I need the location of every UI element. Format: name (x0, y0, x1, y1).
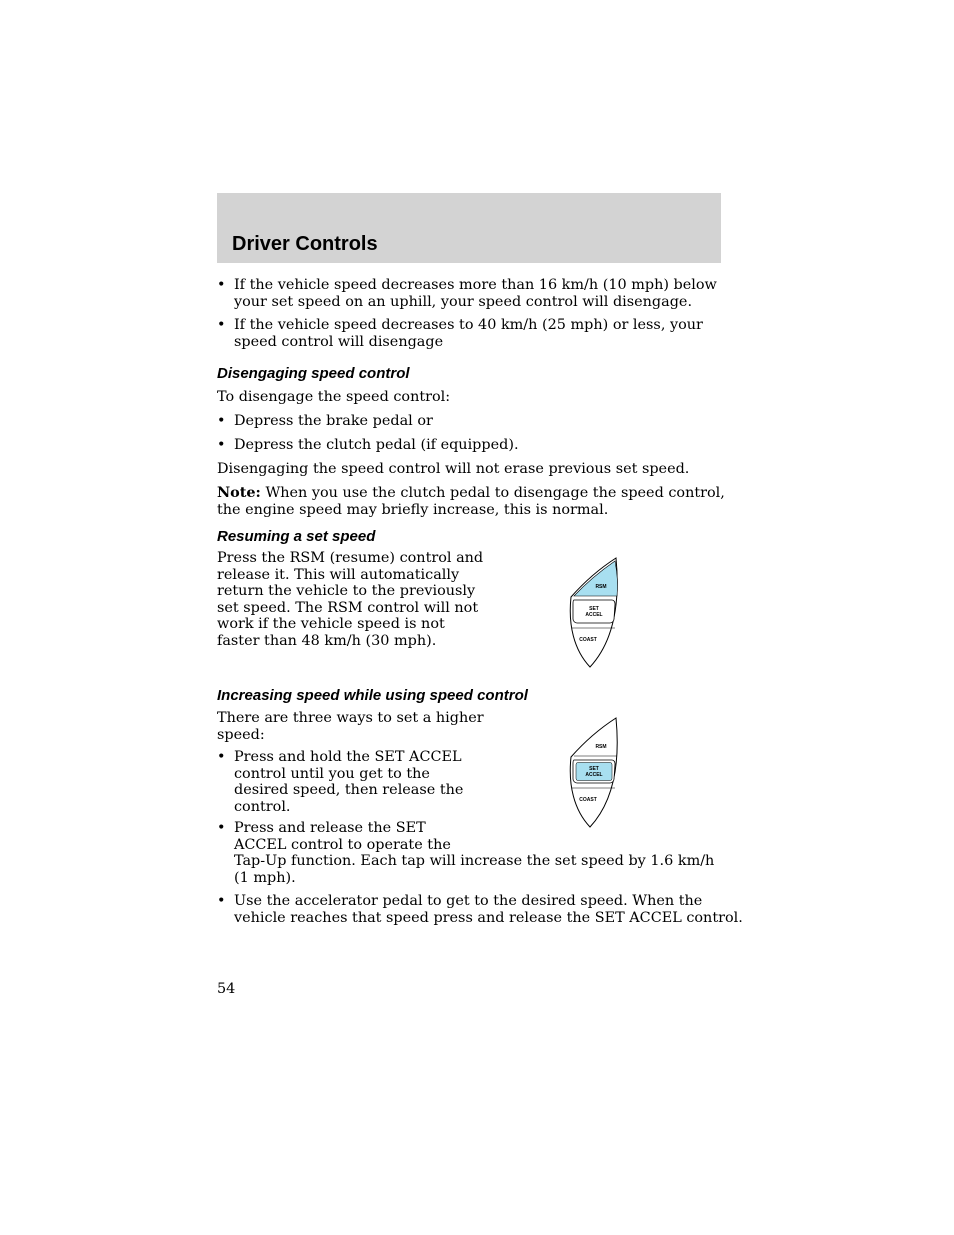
page-number: 54 (217, 981, 236, 997)
bullet-text-line: desired speed, then release the (234, 782, 464, 798)
note-text: When you use the clutch pedal to disengage the speed control, (260, 485, 725, 501)
paragraph-line: work if the vehicle speed is not (217, 616, 445, 632)
note-paragraph (217, 485, 727, 518)
rsm-button-highlight (574, 561, 618, 596)
speed-control-rsm-illustration (560, 555, 630, 670)
accel-label: ACCEL (585, 612, 603, 618)
bullet-dot: • (217, 277, 226, 293)
rsm-label: RSM (595, 584, 607, 590)
note-text: the engine speed may briefly increase, this is normal. (217, 501, 609, 518)
coast-label: COAST (579, 797, 597, 803)
bullet-text-line: If the vehicle speed decreases more than 16 km/h (10 mph) below (234, 277, 717, 293)
paragraph (217, 550, 497, 649)
bullet-text-line: Use the accelerator pedal to get to the desired speed. When the (234, 893, 703, 909)
rsm-label: RSM (595, 744, 607, 750)
bullet-text-line: ACCEL control to operate the (234, 836, 451, 853)
bullet-text-line: If the vehicle speed decreases to 40 km/h (25 mph) or less, your (234, 317, 703, 333)
bullet-dot: • (217, 893, 226, 909)
bullet-text-line: your set speed on an uphill, your speed control will disengage. (234, 293, 693, 310)
paragraph (217, 710, 497, 743)
set-label: SET (589, 606, 599, 612)
paragraph-line: return the vehicle to the previously (217, 583, 476, 599)
bullet-dot: • (217, 317, 226, 333)
page-title: Driver Controls (232, 233, 378, 255)
bullet-dot: • (217, 437, 226, 453)
paragraph: Disengaging the speed control will not erase previous set speed. (217, 461, 690, 477)
bullet-text-line: vehicle reaches that speed press and release the SET ACCEL control. (234, 909, 743, 926)
bullet-text-line: control. (234, 798, 291, 815)
bullet-text-line: Tap-Up function. Each tap will increase the set speed by 1.6 km/h (234, 853, 715, 869)
paragraph-line: release it. This will automatically (217, 566, 460, 583)
bullet-text-line: Press and hold the SET ACCEL (234, 749, 462, 765)
bullet-dot: • (217, 749, 226, 765)
section-heading-disengaging: Disengaging speed control (217, 365, 410, 382)
bullet-text-line: Press and release the SET (234, 820, 426, 836)
bullet-dot: • (217, 820, 226, 836)
header-band (217, 193, 721, 263)
paragraph-line: There are three ways to set a higher (217, 710, 484, 726)
paragraph-line: set speed. The RSM control will not (217, 599, 479, 616)
section-heading-resuming: Resuming a set speed (217, 528, 376, 545)
note-label: Note: (217, 484, 261, 501)
speed-control-set-accel-illustration (560, 715, 630, 830)
section-heading-increasing: Increasing speed while using speed control (217, 687, 528, 704)
bullet-text-line: (1 mph). (234, 869, 296, 886)
bullet-text-line: speed control will disengage (234, 333, 444, 350)
paragraph-line: Press the RSM (resume) control and (217, 550, 484, 566)
paragraph: To disengage the speed control: (217, 389, 451, 405)
bullet-text-line: Depress the brake pedal or (234, 413, 433, 429)
accel-label: ACCEL (585, 772, 603, 778)
coast-label: COAST (579, 637, 597, 643)
bullet-text-line: Depress the clutch pedal (if equipped). (234, 437, 519, 453)
bullet-text-line: control until you get to the (234, 765, 430, 782)
set-label: SET (589, 766, 599, 772)
paragraph-line: faster than 48 km/h (30 mph). (217, 632, 437, 649)
bullet-dot: • (217, 413, 226, 429)
paragraph-line: speed: (217, 726, 265, 743)
